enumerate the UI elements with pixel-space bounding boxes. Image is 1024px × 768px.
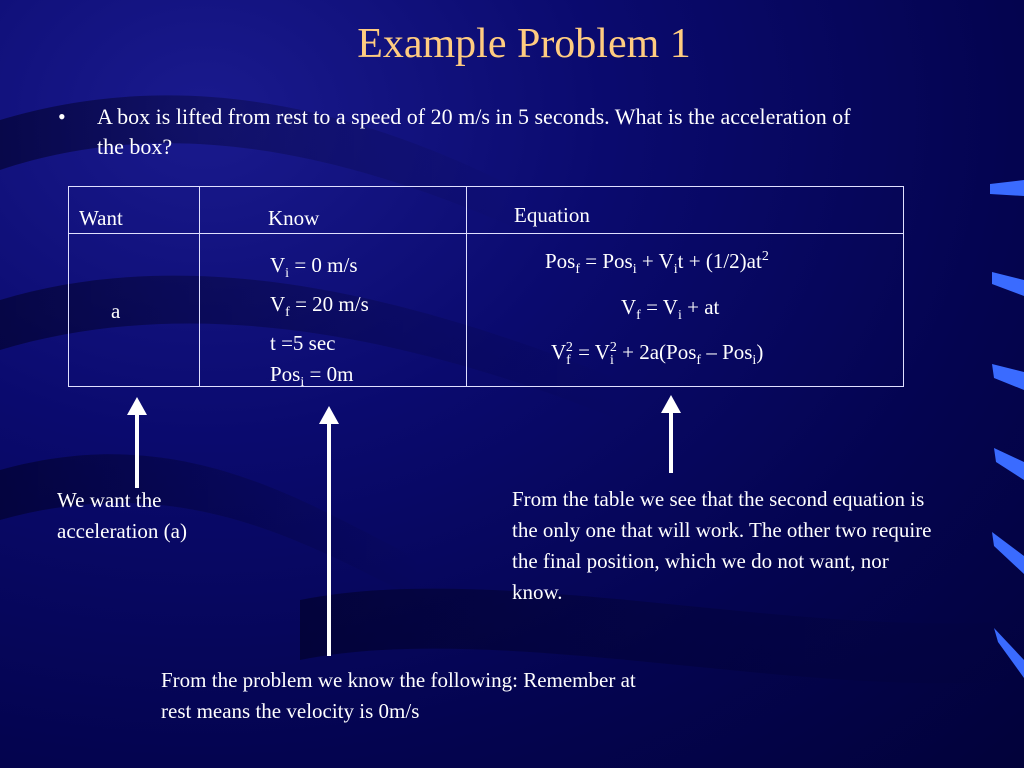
know-list	[270, 250, 369, 399]
equation-cell	[467, 234, 904, 387]
know-item-posi: Pos$_i$ = 0m	[270, 362, 354, 391]
want-know-equation-table	[68, 186, 904, 391]
want-cell	[69, 234, 200, 387]
arrow-up-want-icon	[125, 395, 149, 490]
problem-statement: A box is lifted from rest to a speed of 20 m/s in 5 seconds. What is the acceleration of the box?	[97, 104, 851, 159]
know-item-vf: $V_f = 20$ m/s	[270, 292, 369, 321]
note-know: From the problem we know the following: Remember at rest means the velocity is 0m/s	[161, 668, 636, 723]
header-know: Know	[268, 206, 320, 230]
know-cell	[200, 234, 467, 391]
slide-title: Example Problem 1	[357, 21, 691, 67]
header-want-cell	[69, 187, 200, 234]
equation-velocity-squared: $V_f^2 = V_i^2 + 2a(Pos_f - Pos_i)$	[551, 340, 764, 369]
know-item-t: t =5 sec	[270, 331, 336, 356]
note-equation: From the table we see that the second equation is the only one that will work. The other two require the final position, which we do not want, nor know.	[512, 487, 932, 604]
note-want: We want the acceleration (a)	[57, 488, 187, 543]
arrow-up-equation-icon	[659, 393, 683, 475]
header-equation-cell	[467, 187, 904, 234]
header-know-cell	[200, 187, 467, 234]
know-item-vi: $V_i = 0$ m/s	[270, 253, 358, 282]
header-equation: Equation	[514, 203, 590, 227]
equation-velocity: $V_f = V_i$ + at	[621, 295, 720, 324]
arrow-up-know-icon	[317, 404, 341, 658]
equation-position: $Pos_f = Pos_i + V_it + (1/2)at^2$	[545, 249, 769, 278]
bullet-marker: •	[58, 104, 66, 129]
header-want: Want	[79, 206, 123, 230]
want-value: a	[111, 299, 121, 323]
